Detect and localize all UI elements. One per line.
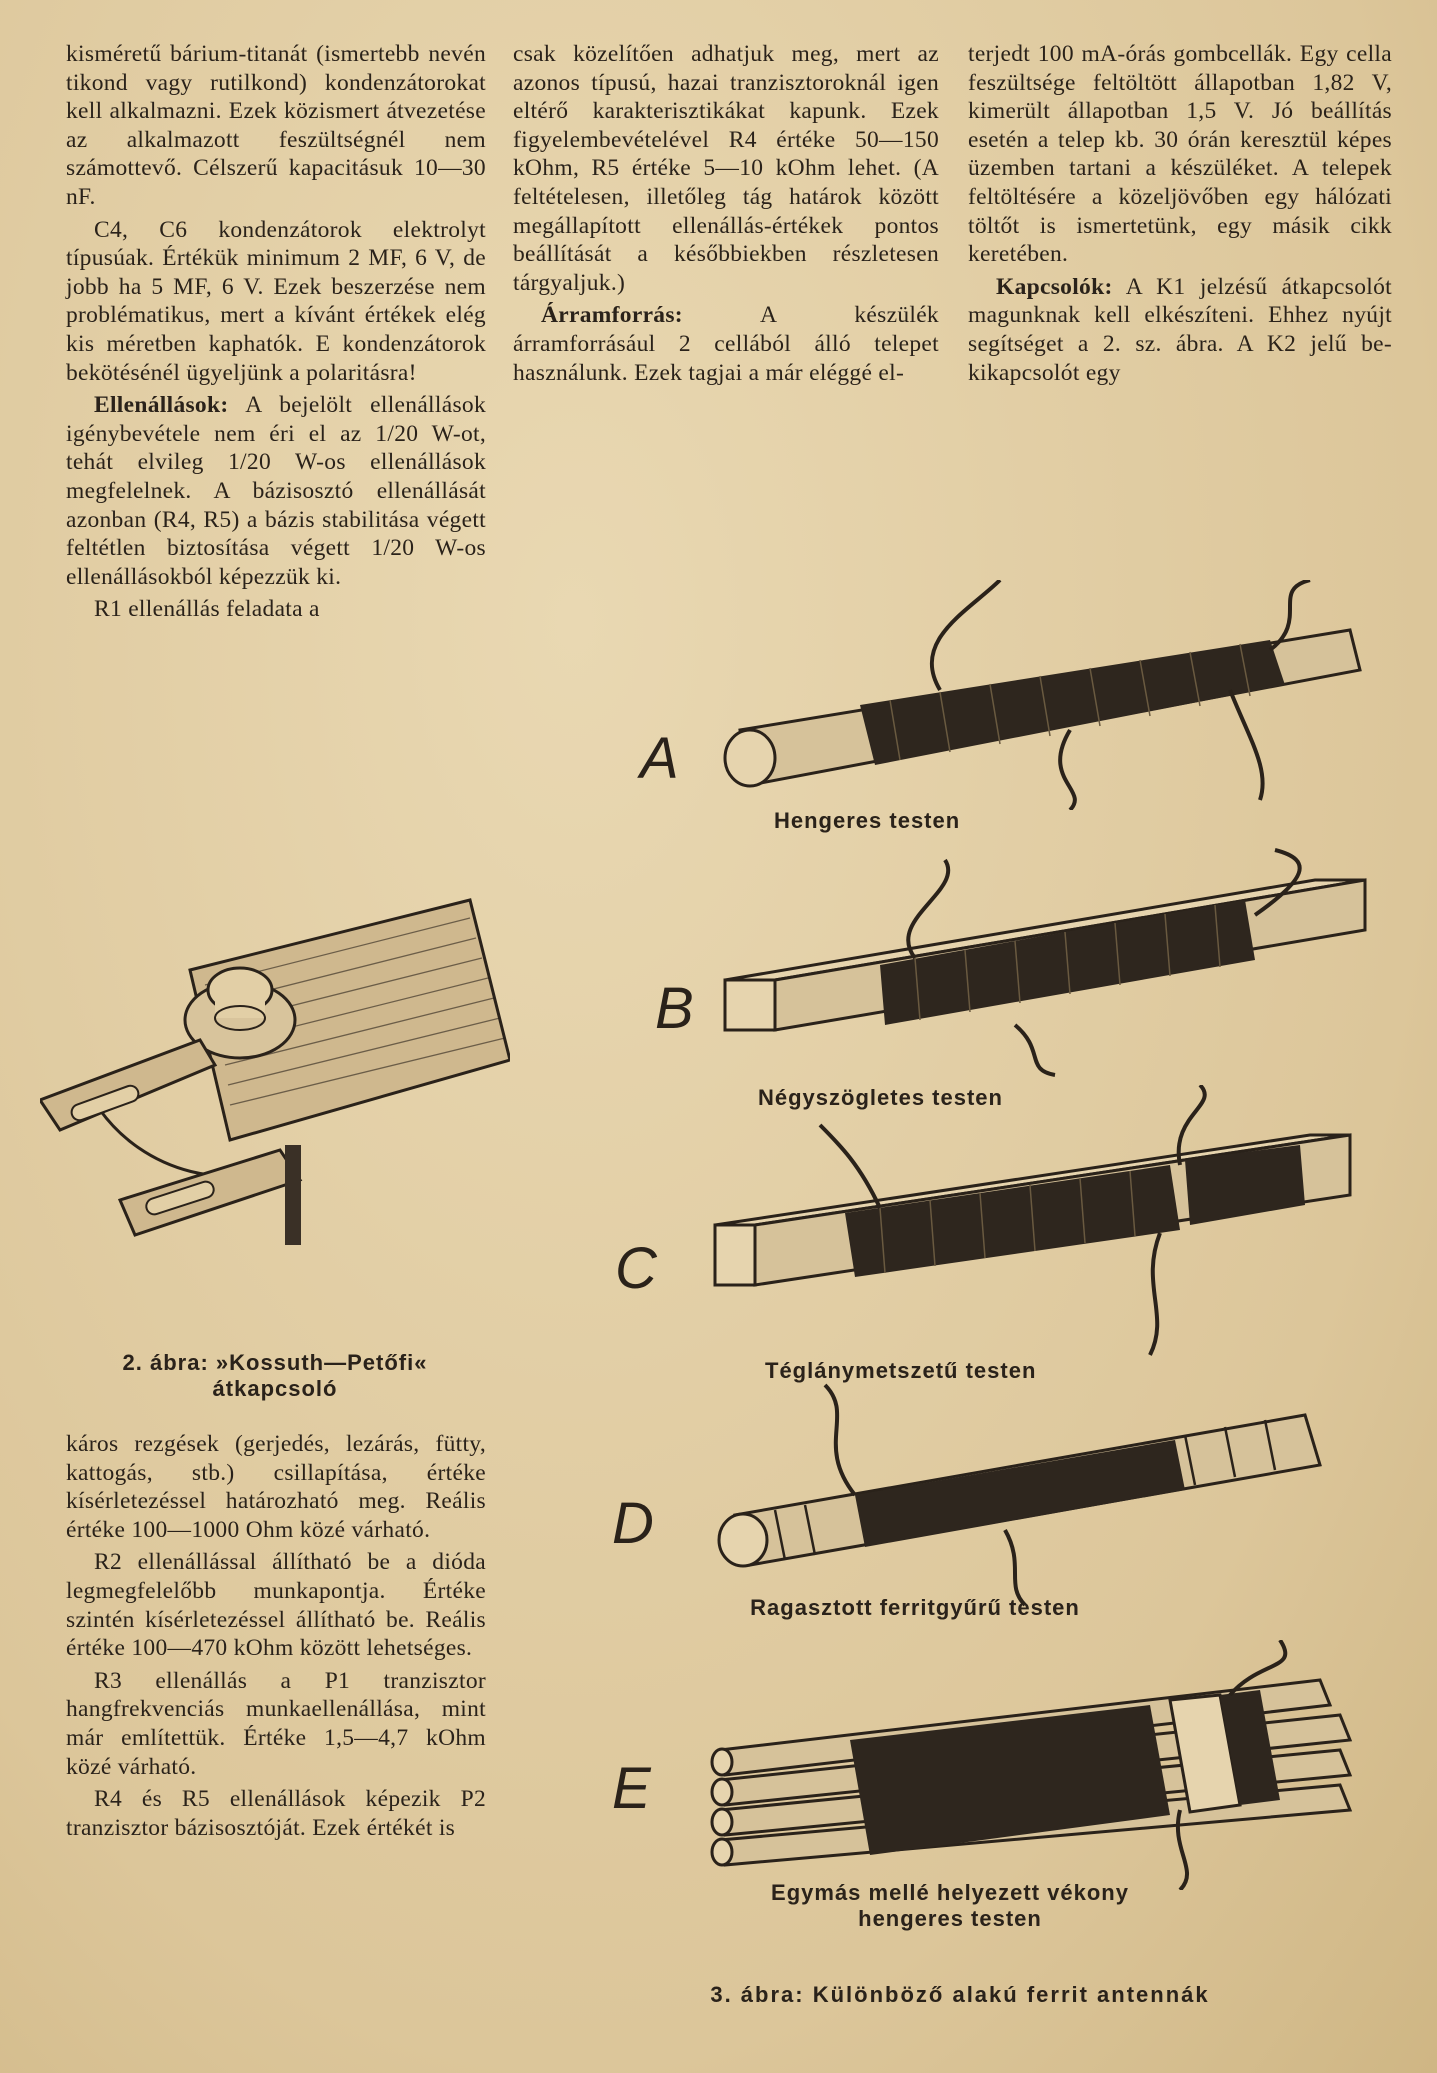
ferrite-antenna-square bbox=[715, 840, 1375, 1080]
text-column-2 bbox=[513, 40, 939, 391]
paragraph-heading: Ellenállások: bbox=[94, 392, 229, 419]
paragraph-body: A K1 jelzésű átkapcsolót magunknak kell elkészíteni. Ehhez nyújt segítséget a 2. sz. ábra. A K2 jelű be-kikapcsolót egy bbox=[968, 273, 1392, 386]
paragraph-heading: Kapcsolók: bbox=[996, 273, 1113, 300]
figure-label: C bbox=[615, 1236, 657, 1301]
figure-label: B bbox=[655, 976, 694, 1041]
figure-2-caption-line: 2. ábra: »Kossuth—Petőfi« bbox=[122, 1350, 428, 1375]
figure-3d-caption: Ragasztott ferritgyűrű testen bbox=[750, 1595, 1080, 1620]
paragraph: R2 ellenállással állítható be a dióda legmegfelelőbb munkapontja. Értéke szintén kísérletezéssel állítható be. Reális értéke 100—470 kOhm között lehetséges. bbox=[66, 1549, 486, 1662]
figure-3e-caption: Egymás mellé helyezett vékony hengeres testen bbox=[771, 1880, 1129, 1931]
text-column-1-continued bbox=[66, 1430, 486, 1846]
text-column-3 bbox=[968, 40, 1392, 391]
paragraph: R3 ellenállás a P1 tranzisztor hangfrekvenciás munkaellenállása, mint már említettük. Értéke 1,5—4,7 kOhm közé várható. bbox=[66, 1667, 486, 1780]
paragraph: káros rezgések (gerjedés, lezárás, fütty, kattogás, stb.) csillapítása, értéke kísérletezéssel határozható meg. Reális értéke 100—1000 Ohm közé várható. bbox=[66, 1431, 486, 1543]
ferrite-antenna-cylinder bbox=[710, 580, 1370, 810]
figure-label: A bbox=[640, 726, 679, 791]
paragraph-heading: Árramforrás: bbox=[541, 302, 683, 329]
ferrite-antenna-rectangular bbox=[700, 1085, 1360, 1365]
figure-3c-caption: Téglánymetszetű testen bbox=[765, 1358, 1037, 1383]
figure-label: E bbox=[612, 1756, 651, 1821]
paragraph: terjedt 100 mA-órás gombcellák. Egy cella feszültsége feltöltött állapotban 1,82 V, kimerült állapotban 1,5 V. Jó beállítás esetén a telep kb. 30 órán keresztül képes üzemben tartani a készüléket. A telepek feltöltésére a közeljövőben egy hálózati töltőt is ismertetünk, egy másik cikk keretében. bbox=[968, 41, 1392, 268]
paragraph: R1 ellenállás feladata a bbox=[94, 596, 320, 623]
figure-2-caption-line: átkapcsoló bbox=[212, 1376, 338, 1401]
figure-3-caption: 3. ábra: Különböző alakú ferrit antennák bbox=[710, 1982, 1210, 2007]
ferrite-antenna-bundle bbox=[700, 1640, 1380, 1890]
figure-label: D bbox=[612, 1491, 654, 1556]
paragraph: C4, C6 kondenzátorok elektrolyt típusúak. Értékük minimum 2 MF, 6 V, de jobb ha 5 MF, 6 V. Ezek beszerzése nem problématikus, mert a kívánt értékek elég kis méretben kaphatók. E kondenzátorok bekötésénél ügyeljünk a polaritásra! bbox=[66, 216, 486, 386]
switch-illustration bbox=[40, 890, 510, 1320]
ferrite-antenna-ring bbox=[705, 1375, 1345, 1615]
paragraph: kisméretű bárium-titanát (ismertebb nevén tikond vagy rutilkond) kondenzátorokat kell alkalmazni. Ezek közismert átvezetése az alkalmazott feszültségnél nem számottevő. Célszerű kapacitásuk 10—30 nF. bbox=[66, 41, 486, 210]
text-column-1 bbox=[66, 40, 486, 628]
paragraph bbox=[66, 391, 486, 591]
paragraph: R4 és R5 ellenállások képezik P2 tranzisztor bázisosztóját. Ezek értékét is bbox=[66, 1786, 486, 1841]
figure-3b-caption: Négyszögletes testen bbox=[758, 1085, 1003, 1110]
paragraph: csak közelítően adhatjuk meg, mert az azonos típusú, hazai tranzisztoroknál igen eltérő karakterisztikákat kapunk. Ezek figyelembevételével R4 értéke 50—150 kOhm, R5 értéke 5—10 kOhm lehet. (A feltételesen, illetőleg tág határok között megállapított ellenállás-értékek pontos beállítását a későbbiekben részletesen tárgyaljuk.) bbox=[513, 41, 939, 296]
paragraph-body: A bejelölt ellenállások igénybevétele nem éri el az 1/20 W-ot, tehát elvileg 1/20 W-os ellenállások megfelelnek. A bázisosztó ellenállását azonban (R4, R5) a bázis stabilitása végett feltétlen biztosítása végett 1/20 W-os ellenállásokból képezzük ki. bbox=[66, 392, 486, 590]
paragraph bbox=[968, 273, 1392, 387]
figure-2-caption bbox=[40, 1350, 510, 1402]
figure-3a-caption: Hengeres testen bbox=[774, 808, 961, 833]
paragraph-body: A készülék árramforrásául 2 cellából álló telepet használunk. Ezek tagjai a már eléggé el- bbox=[513, 302, 939, 386]
paragraph bbox=[513, 301, 939, 387]
